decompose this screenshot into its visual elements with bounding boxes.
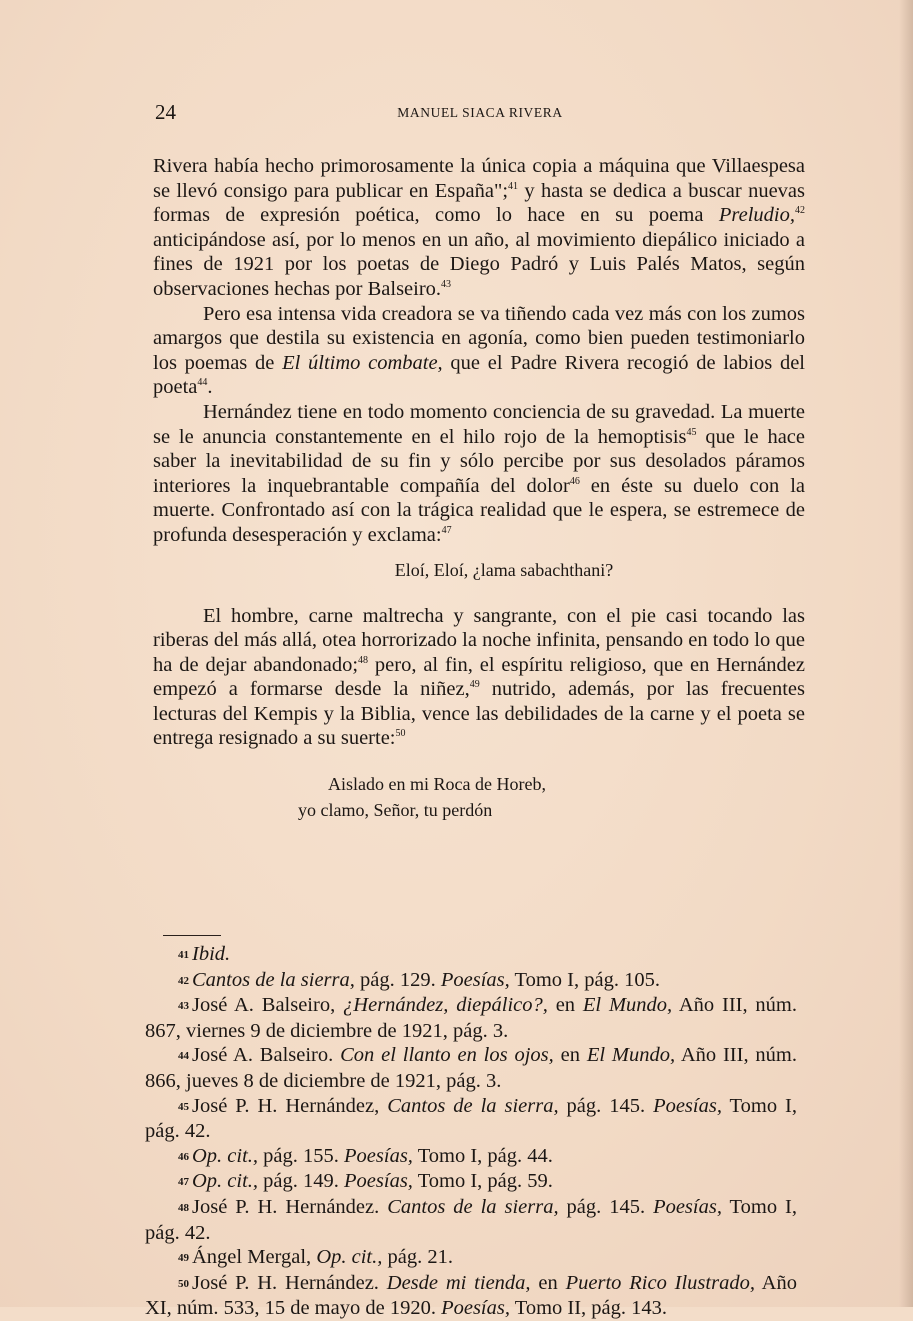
paragraph-3 <box>153 400 805 548</box>
text-run: Rivera había hecho primorosamente la única copia a máquina que Villaespesa se llevó consigo para publicar en España"; <box>153 155 805 202</box>
footnote-number: 44 <box>178 1050 189 1063</box>
footnote-ref: 46 <box>569 475 580 487</box>
text-run: pág. 149. <box>258 1170 345 1193</box>
italic-title: Ibid. <box>192 943 231 965</box>
footnote-43 <box>145 993 797 1043</box>
footnote-50 <box>145 1271 797 1321</box>
footnote-ref: 43 <box>441 278 452 290</box>
text-run: pág. 145. <box>558 1094 654 1117</box>
text-run: que le hace saber la inevitabilidad de su fin y sólo percibe por sus desolados páramos interiores la inquebrantable compañía del dolor <box>153 425 806 497</box>
italic-title: Cantos de la sierra, <box>387 1195 559 1218</box>
italic-title: Con el llanto en los ojos, <box>340 1044 554 1067</box>
italic-title: El Mundo, <box>582 994 673 1017</box>
text-run: en éste su duelo con la muerte. Confrontado así con la trágica realidad que le espera, se estremece de profunda desesperación y exclama: <box>153 474 805 546</box>
text-run: . <box>207 376 213 399</box>
text-run: y hasta se dedica a buscar nuevas formas de expresión poética, como lo hace en su poema <box>153 179 805 227</box>
text-run: José P. H. Hernández. <box>192 1195 388 1218</box>
verse-line-1: Aislado en mi Roca de Horeb, <box>328 774 546 795</box>
footnote-ref: 41 <box>508 180 519 192</box>
text-run: José P. H. Hernández, <box>192 1094 388 1117</box>
text-run: nutrido, además, por las frecuentes lecturas del Kempis y la Biblia, vence las debilidades de la carne y el poeta se entrega resignado a su suerte: <box>153 678 806 750</box>
footnote-45 <box>145 1094 797 1144</box>
text-run: en <box>553 1044 587 1067</box>
text-run: pág. 155. <box>258 1144 345 1167</box>
italic-title: Poesías, <box>344 1144 413 1167</box>
text-run: Tomo I, pág. 42. <box>145 1195 797 1244</box>
italic-title: Op. cit., <box>192 1144 259 1167</box>
text-run: Tomo I, pág. 44. <box>412 1144 553 1167</box>
paragraph-1 <box>153 154 805 302</box>
text-run: Tomo I, pág. 105. <box>509 968 660 991</box>
italic-title: Cantos de la sierra, <box>387 1094 559 1117</box>
footnote-ref: 47 <box>441 524 452 536</box>
text-run: José P. H. Hernández. <box>192 1271 387 1294</box>
text-run: pág. 21. <box>382 1246 453 1269</box>
footnote-number: 45 <box>178 1100 189 1113</box>
footnote-number: 49 <box>178 1252 189 1265</box>
page-number: 24 <box>155 100 176 124</box>
italic-title: Cantos de la sierra, <box>192 968 355 991</box>
text-run: anticipándose así, por lo menos en un año, al movimiento diepálico iniciado a fines de 1921 por los poetas de Diego Padró y Luis Palés Matos, según observaciones hechas por Balseiro. <box>153 228 805 300</box>
text-run: en <box>547 994 583 1017</box>
text-run: que el Padre Rivera recogió de labios del poeta <box>153 351 805 399</box>
running-head: MANUEL SIACA RIVERA <box>397 105 563 120</box>
italic-title: El Mundo, <box>586 1044 676 1067</box>
footnote-number: 42 <box>178 974 189 987</box>
footnote-number: 46 <box>178 1150 189 1163</box>
italic-title: Poesías, <box>440 968 510 991</box>
text-run: Año III, núm. 866, jueves 8 de diciembre de 1921, pág. 3. <box>145 1044 798 1092</box>
footnote-number: 43 <box>178 1000 189 1013</box>
footnote-49 <box>145 1245 797 1271</box>
footnote-number: 47 <box>178 1176 189 1189</box>
text-run: pág. 129. <box>354 968 441 991</box>
italic-title: ¿Hernández, diepálico?, <box>343 994 548 1017</box>
page-edge-shadow <box>899 0 913 1307</box>
text-run: Hernández tiene en todo momento conciencia de su gravedad. La muerte se le anuncia constantemente en el hilo rojo de la hemoptisis <box>153 400 805 448</box>
footnote-ref: 42 <box>795 205 805 217</box>
italic-title: Preludio, <box>718 204 795 227</box>
footnote-number: 48 <box>178 1201 189 1214</box>
footnote-ref: 50 <box>395 728 406 740</box>
italic-title: Puerto Rico Ilustrado, <box>565 1271 755 1294</box>
text-run: Tomo I, pág. 42. <box>145 1094 797 1143</box>
italic-title: Poesías, <box>653 1195 722 1218</box>
footnote-number: 41 <box>178 949 189 961</box>
verse-line-2: yo clamo, Señor, tu perdón <box>298 800 493 821</box>
footnote-41 <box>145 942 797 968</box>
text-run: Pero esa intensa vida creadora se va tiñendo cada vez más con los zumos amargos que destila su existencia en agonía, como bien pueden testimoniarlo los poemas de <box>153 302 805 374</box>
footnote-48 <box>145 1195 797 1245</box>
paragraph-2 <box>153 302 805 400</box>
text-run: Ángel Mergal, <box>192 1246 317 1269</box>
footnote-47 <box>145 1169 797 1195</box>
footnote-rule <box>163 935 221 936</box>
text-run: en <box>530 1271 566 1294</box>
text-run: Tomo I, pág. 59. <box>412 1170 553 1193</box>
italic-title: Op. cit., <box>192 1170 259 1193</box>
text-run: pero, al fin, el espíritu religioso, que en Hernández empezó a formarse desde la niñez, <box>153 653 805 701</box>
italic-title: Poesías, <box>653 1094 722 1117</box>
italic-title: Desde mi tienda, <box>386 1271 531 1294</box>
footnote-46 <box>145 1144 797 1170</box>
text-run: pág. 145. <box>558 1195 654 1218</box>
footnote-ref: 48 <box>358 654 369 666</box>
paragraph-4 <box>153 604 805 752</box>
footnote-number: 50 <box>178 1277 189 1290</box>
italic-title: Op. cit., <box>316 1246 383 1269</box>
footnotes <box>145 942 797 1321</box>
italic-title: El último combate, <box>282 351 443 374</box>
text-run: José A. Balseiro. <box>192 1044 341 1067</box>
footnote-ref: 49 <box>469 679 480 691</box>
italic-title: Poesías, <box>344 1170 413 1193</box>
text-run: Año XI, núm. 533, 15 de mayo de 1920. <box>145 1271 797 1320</box>
body-text <box>153 154 805 823</box>
verse-block <box>153 771 805 823</box>
page-header <box>155 100 805 130</box>
footnote-44 <box>145 1043 797 1093</box>
footnote-42 <box>145 968 797 994</box>
footnote-ref: 44 <box>197 377 208 389</box>
text-run: José A. Balseiro, <box>192 994 344 1017</box>
quoted-verse: Eloí, Eloí, ¿lama sabachthani? <box>394 559 614 580</box>
footnote-ref: 45 <box>686 426 697 438</box>
text-run: Tomo II, pág. 143. <box>509 1297 668 1320</box>
text-run: El hombre, carne maltrecha y sangrante, con el pie casi tocando las riberas del más allá, otea horrorizado la noche infinita, pensando en todo lo que ha de dejar abandonado; <box>153 604 805 676</box>
text-run: Año III, núm. 867, viernes 9 de diciembre de 1921, pág. 3. <box>145 994 797 1042</box>
italic-title: Poesías, <box>441 1297 510 1320</box>
